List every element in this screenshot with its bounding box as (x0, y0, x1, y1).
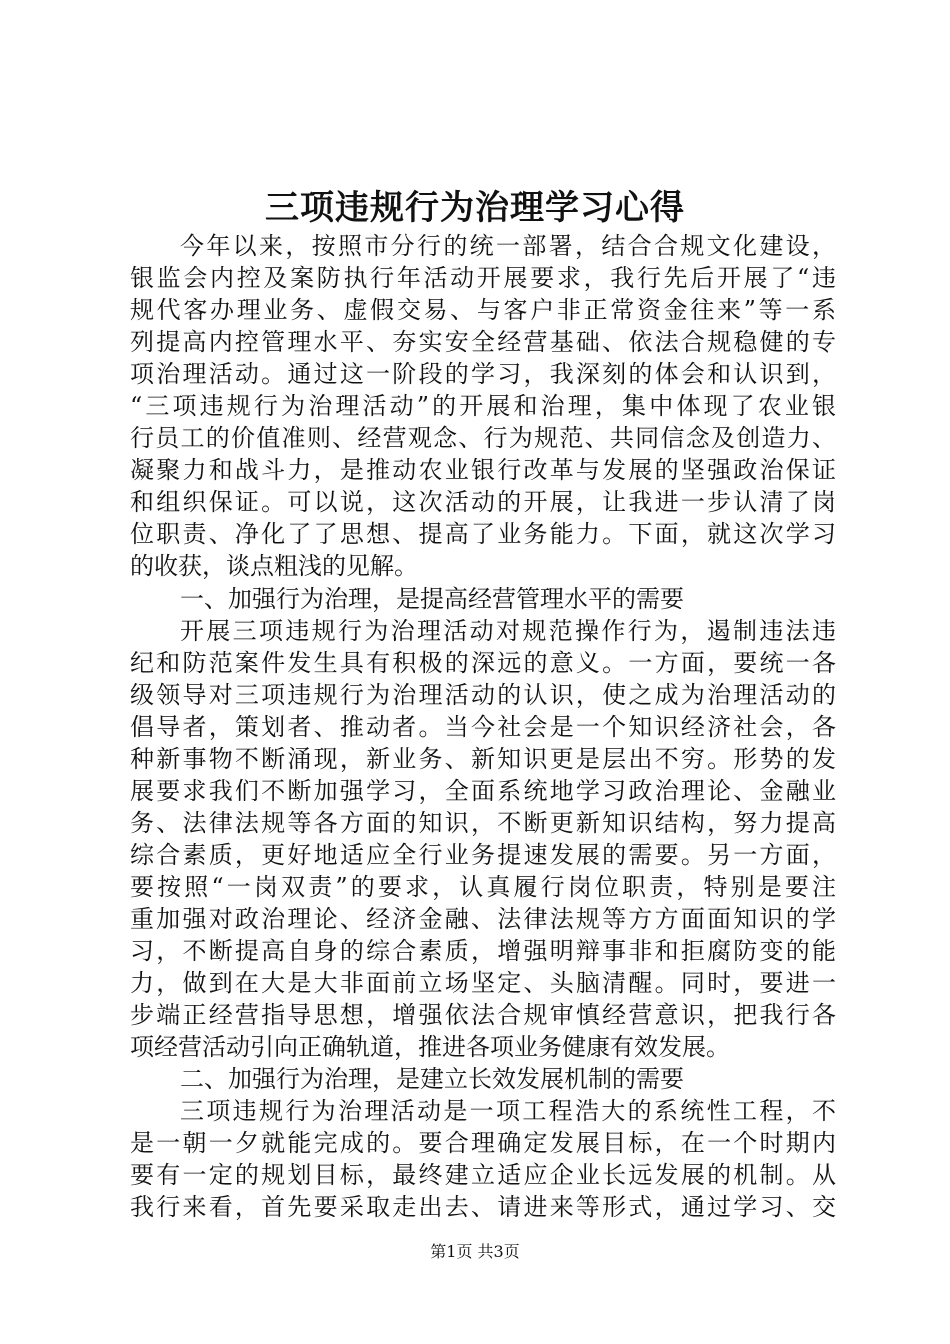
text-line: 凝聚力和战斗力，是推动农业银行改革与发展的坚强政治保证 (130, 456, 836, 485)
text-line: 种新事物不断涌现，新业务、新知识更是层出不穷。形势的发 (130, 744, 836, 773)
text-line: 项治理活动。通过这一阶段的学习，我深刻的体会和认识到， (130, 360, 836, 389)
text-line: 步端正经营指导思想，增强依法合规审慎经营意识，把我行各 (130, 1001, 836, 1030)
text-line: 倡导者，策划者、推动者。当今社会是一个知识经济社会，各 (130, 712, 836, 741)
text-line: 和组织保证。可以说，这次活动的开展，让我进一步认清了岗 (130, 488, 836, 517)
text-line: 务、法律法规等各方面的知识，不断更新知识结构，努力提高 (130, 808, 836, 837)
document-title: 三项违规行为治理学习心得 (265, 188, 685, 228)
text-line: 银监会内控及案防执行年活动开展要求，我行先后开展了“违 (130, 264, 836, 293)
text-line: 级领导对三项违规行为治理活动的认识，使之成为治理活动的 (130, 680, 836, 709)
text-line: 规代客办理业务、虚假交易、与客户非正常资金往来”等一系 (130, 296, 836, 325)
text-line: 力，做到在大是大非面前立场坚定、头脑清醒。同时，要进一 (130, 969, 836, 998)
text-line: 要有一定的规划目标，最终建立适应企业长远发展的机制。从 (130, 1161, 836, 1190)
text-line: 是一朝一夕就能完成的。要合理确定发展目标，在一个时期内 (130, 1129, 836, 1158)
text-line: 位职责、净化了了思想、提高了业务能力。下面，就这次学习 (130, 520, 836, 549)
text-line: 展要求我们不断加强学习，全面系统地学习政治理论、金融业 (130, 776, 836, 805)
text-line: 习，不断提高自身的综合素质，增强明辩事非和拒腐防变的能 (130, 937, 836, 966)
text-line: 重加强对政治理论、经济金融、法律法规等方方面面知识的学 (130, 904, 836, 933)
text-line: 纪和防范案件发生具有积极的深远的意义。一方面，要统一各 (130, 648, 836, 677)
text-line: 今年以来，按照市分行的统一部署，结合合规文化建设， (180, 232, 836, 260)
text-line: 行员工的价值准则、经营观念、行为规范、共同信念及创造力、 (130, 424, 836, 453)
text-line: 综合素质，更好地适应全行业务提速发展的需要。另一方面， (130, 840, 836, 869)
text-line: “三项违规行为治理活动”的开展和治理，集中体现了农业银 (130, 392, 836, 421)
text-line: 列提高内控管理水平、夯实安全经营基础、依法合规稳健的专 (130, 328, 836, 357)
document-body (130, 230, 836, 1223)
text-line: 二、加强行为治理，是建立长效发展机制的需要 (180, 1065, 684, 1094)
text-line: 开展三项违规行为治理活动对规范操作行为，遏制违法违 (180, 616, 836, 645)
text-line: 三项违规行为治理活动是一项工程浩大的系统性工程，不 (180, 1097, 836, 1126)
page-footer: 第1页 共3页 (430, 1242, 520, 1261)
text-line: 一、加强行为治理，是提高经营管理水平的需要 (180, 584, 684, 613)
text-line: 我行来看，首先要采取走出去、请进来等形式，通过学习、交 (130, 1193, 836, 1222)
text-line: 的收获，谈点粗浅的见解。 (130, 552, 418, 581)
text-line: 项经营活动引向正确轨道，推进各项业务健康有效发展。 (130, 1033, 730, 1062)
text-line: 要按照“一岗双责”的要求，认真履行岗位职责，特别是要注 (130, 872, 836, 901)
